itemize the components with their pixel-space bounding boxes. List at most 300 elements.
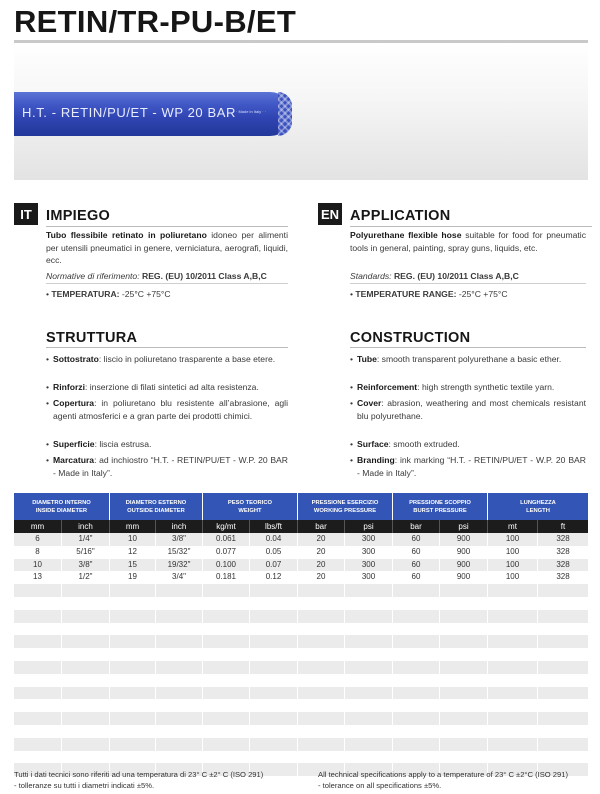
group-header-inside-diameter: DIAMETRO INTERNO INSIDE DIAMETER: [14, 493, 110, 520]
table-cell: [298, 712, 345, 725]
table-cell: [440, 699, 488, 712]
table-cell: 19/32": [156, 559, 203, 572]
table-row: [14, 597, 588, 610]
table-cell: [440, 635, 488, 648]
en-temperature: • TEMPERATURE RANGE: -25°C +75°C: [350, 289, 508, 299]
group-header-weight: PESO TEORICO WEIGHT: [203, 493, 298, 520]
en-item-label: Cover: [357, 398, 382, 408]
table-cell: [110, 751, 156, 764]
table-cell: [14, 687, 62, 700]
table-cell: [250, 712, 298, 725]
it-item-surface: • Superficie: liscia estrusa.: [46, 439, 152, 449]
table-cell: [298, 584, 345, 597]
unit-cell: mm: [110, 520, 156, 533]
table-cell: [440, 597, 488, 610]
en-standards-rule: [350, 283, 586, 284]
it-item-cover: • Copertura: in poliuretano blu resistente all’abrasione, agli agenti atmosferici e a gran parte dei prodotti chimici.: [46, 398, 288, 421]
table-cell: [440, 648, 488, 661]
table-cell: [298, 623, 345, 636]
table-cell: [393, 738, 440, 751]
table-row: [14, 584, 588, 597]
table-row: [14, 610, 588, 623]
table-cell: [110, 725, 156, 738]
table-cell: 15: [110, 559, 156, 572]
unit-cell: bar: [298, 520, 345, 533]
en-footnote-line: - tolerance on all specifications ±5%.: [318, 780, 442, 790]
table-cell: [298, 699, 345, 712]
table-cell: [156, 687, 203, 700]
table-cell: [393, 597, 440, 610]
table-cell: 10: [110, 533, 156, 546]
en-footnote-line: All technical specifications apply to a temperature of 23° C ±2°C (ISO 291): [318, 770, 568, 779]
table-cell: 328: [556, 546, 570, 556]
it-item-text: : liscia estrusa.: [94, 439, 152, 449]
product-photo: [14, 43, 588, 180]
it-footnote: [14, 770, 263, 791]
table-cell: 328: [556, 559, 570, 569]
table-cell: [440, 687, 488, 700]
language-badge-en: EN: [318, 203, 342, 225]
table-cell: [345, 751, 393, 764]
it-construction-rule: [46, 347, 288, 348]
table-cell: [156, 584, 203, 597]
table-cell: 13: [14, 571, 62, 584]
table-cell: [488, 738, 538, 751]
en-intro-text: suitable for food for pneumatic tools in general, painting, spray guns, liquids, etc.: [350, 230, 586, 253]
table-cell: [345, 610, 393, 623]
en-item-text: : ink marking “H.T. - RETIN/PU/ET - W.P. 20 BAR - Made in Italy”.: [357, 455, 586, 478]
table-cell: [62, 584, 110, 597]
unit-cell: psi: [440, 520, 488, 533]
table-cell: 10: [14, 559, 62, 572]
table-cell: [298, 597, 345, 610]
table-cell: [440, 751, 488, 764]
table-cell: [393, 661, 440, 674]
table-cell: [538, 699, 588, 712]
table-cell: [62, 738, 110, 751]
table-cell: [488, 584, 538, 597]
table-cell: [250, 699, 298, 712]
table-cell: [156, 648, 203, 661]
table-cell: 15/32": [156, 546, 203, 559]
table-cell: [298, 635, 345, 648]
table-unit-header: [14, 520, 588, 533]
en-standards: [350, 271, 519, 281]
table-cell: [110, 648, 156, 661]
table-row: [14, 546, 588, 559]
en-construction-heading: CONSTRUCTION: [350, 330, 471, 346]
en-item-label: Surface: [357, 439, 389, 449]
table-row: [14, 712, 588, 725]
table-cell: [203, 584, 250, 597]
table-cell: [488, 635, 538, 648]
table-cell: [393, 712, 440, 725]
table-row: [14, 738, 588, 751]
table-cell: [538, 687, 588, 700]
table-cell: [488, 674, 538, 687]
table-cell: [345, 623, 393, 636]
table-cell: [298, 610, 345, 623]
table-cell: 0.12: [250, 571, 298, 584]
table-cell: [156, 751, 203, 764]
table-cell: [14, 751, 62, 764]
table-cell: [250, 751, 298, 764]
table-cell: [488, 751, 538, 764]
table-cell: [538, 674, 588, 687]
table-cell: [203, 699, 250, 712]
unit-cell: kg/mt: [203, 520, 250, 533]
table-cell: [250, 661, 298, 674]
table-cell: [14, 661, 62, 674]
table-cell: [250, 610, 298, 623]
it-item-text: : in poliuretano blu resistente all’abrasione, agli agenti atmosferici e a gran parte dei prodotti chimici.: [53, 398, 288, 421]
table-cell: [440, 725, 488, 738]
table-cell: [393, 699, 440, 712]
it-item-label: Marcatura: [53, 455, 95, 465]
it-standards-rule: [46, 283, 288, 284]
unit-cell: ft: [560, 522, 566, 531]
it-intro: [46, 229, 288, 267]
it-item-label: Copertura: [53, 398, 95, 408]
table-row: [14, 559, 588, 572]
table-cell: [110, 584, 156, 597]
it-item-label: Sottostrato: [53, 354, 99, 364]
table-cell: [393, 623, 440, 636]
table-cell: [298, 648, 345, 661]
table-cell: [203, 597, 250, 610]
it-item-label: Rinforzi: [53, 382, 85, 392]
table-cell: [250, 738, 298, 751]
en-item-reinforcement: • Reinforcement: high strength synthetic textile yarn.: [350, 382, 555, 392]
table-cell: [14, 725, 62, 738]
en-intro: [350, 229, 586, 254]
table-cell: 1/2": [62, 571, 110, 584]
table-cell: [538, 751, 588, 764]
unit-cell: inch: [62, 520, 110, 533]
table-cell: [203, 648, 250, 661]
table-cell: [538, 648, 588, 661]
unit-cell: bar: [393, 520, 440, 533]
table-cell: [440, 584, 488, 597]
table-cell: 60: [393, 559, 440, 572]
table-cell: [62, 674, 110, 687]
unit-cell: inch: [156, 520, 203, 533]
table-cell: [538, 623, 588, 636]
table-cell: [393, 751, 440, 764]
table-cell: [203, 635, 250, 648]
table-row: [14, 623, 588, 636]
table-cell: [110, 597, 156, 610]
table-cell: [440, 738, 488, 751]
table-cell: 900: [440, 559, 488, 572]
table-cell: [345, 635, 393, 648]
table-row: [14, 648, 588, 661]
table-row: [14, 661, 588, 674]
en-item-text: : high strength synthetic textile yarn.: [417, 382, 555, 392]
table-cell: [14, 597, 62, 610]
table-cell: 900: [440, 546, 488, 559]
table-row: [14, 635, 588, 648]
table-cell: 20: [298, 571, 345, 584]
table-cell: [156, 661, 203, 674]
table-cell: 300: [345, 571, 393, 584]
table-cell: [14, 635, 62, 648]
table-cell: 20: [298, 559, 345, 572]
table-cell: [393, 584, 440, 597]
unit-cell: mm: [14, 520, 62, 533]
table-row: [14, 571, 588, 584]
table-cell: [538, 725, 588, 738]
en-construction-rule: [350, 347, 586, 348]
table-cell: [298, 725, 345, 738]
table-cell: [156, 712, 203, 725]
table-cell: [62, 635, 110, 648]
table-cell: [14, 674, 62, 687]
table-cell: [298, 751, 345, 764]
table-cell: 0.100: [203, 559, 250, 572]
table-cell: [250, 623, 298, 636]
table-cell: [488, 623, 538, 636]
table-cell: [345, 648, 393, 661]
table-cell: [203, 623, 250, 636]
table-cell: [110, 687, 156, 700]
unit-cell: mt: [488, 520, 538, 533]
table-cell: [203, 712, 250, 725]
table-cell: 900: [440, 533, 488, 546]
table-cell: 0.04: [250, 533, 298, 546]
en-footnote: [318, 770, 568, 791]
table-cell: [203, 751, 250, 764]
table-cell: [203, 738, 250, 751]
table-cell: [250, 687, 298, 700]
table-cell: [538, 610, 588, 623]
table-group-header: [14, 493, 588, 520]
table-cell: [538, 584, 588, 597]
table-cell: 3/4": [156, 571, 203, 584]
it-item-text: : inserzione di filati sintetici ad alta resistenza.: [84, 382, 259, 392]
table-cell: [345, 699, 393, 712]
table-cell: 60: [393, 546, 440, 559]
table-cell: [488, 687, 538, 700]
table-cell: 1/4": [62, 533, 110, 546]
table-cell: [156, 597, 203, 610]
it-intro-bold: Tubo flessibile retinato in poliuretano: [46, 230, 207, 240]
it-standards-value: REG. (EU) 10/2011 Class A,B,C: [139, 271, 267, 281]
table-cell: [14, 610, 62, 623]
it-item-text: : liscio in poliuretano trasparente a base etere.: [98, 354, 276, 364]
it-item-tube: • Sottostrato: liscio in poliuretano trasparente a base etere.: [46, 354, 276, 364]
table-cell: 8: [14, 546, 62, 559]
table-cell: [156, 610, 203, 623]
table-cell: [345, 597, 393, 610]
table-cell: [538, 597, 588, 610]
table-cell: 60: [393, 533, 440, 546]
table-cell: [110, 712, 156, 725]
en-item-label: Reinforcement: [357, 382, 418, 392]
table-cell: [345, 725, 393, 738]
table-body: [14, 533, 588, 776]
table-cell: [250, 648, 298, 661]
table-cell: 0.07: [250, 559, 298, 572]
table-cell: 12: [110, 546, 156, 559]
table-cell: 328: [556, 534, 570, 543]
language-badge-it: IT: [14, 203, 38, 225]
table-cell: 3/8": [62, 559, 110, 572]
table-cell: [488, 648, 538, 661]
en-item-cover: • Cover: abrasion, weathering and most chemicals resistant blu polyurethane.: [350, 398, 586, 421]
en-item-text: : smooth extruded.: [388, 439, 460, 449]
table-cell: [440, 674, 488, 687]
hose-print: H.T. - RETIN/PU/ET - WP 20 BAR: [22, 105, 236, 120]
table-cell: [250, 597, 298, 610]
it-item-reinforcement: • Rinforzi: inserzione di filati sintetici ad alta resistenza.: [46, 382, 259, 392]
table-cell: 19: [110, 571, 156, 584]
table-cell: [156, 635, 203, 648]
table-cell: 100: [488, 571, 538, 584]
en-item-label: Branding: [357, 455, 395, 465]
it-footnote-line: - tolleranze su tutti i diametri indicati ±5%.: [14, 780, 155, 790]
table-cell: [393, 635, 440, 648]
table-cell: [538, 635, 588, 648]
table-cell: [538, 712, 588, 725]
en-item-text: : smooth transparent polyurethane a basic ether.: [376, 354, 562, 364]
table-cell: [14, 648, 62, 661]
table-cell: [440, 623, 488, 636]
it-application-heading: IMPIEGO: [46, 208, 111, 224]
table-cell: [250, 635, 298, 648]
hose-small-print: · Made in Italy · ·: [236, 109, 267, 114]
table-cell: [393, 674, 440, 687]
table-cell: [110, 635, 156, 648]
table-cell: [345, 738, 393, 751]
table-cell: [62, 687, 110, 700]
en-item-label: Tube: [357, 354, 377, 364]
table-cell: 900: [440, 571, 488, 584]
table-cell: 3/8": [156, 533, 203, 546]
table-row: [14, 725, 588, 738]
table-cell: [203, 610, 250, 623]
it-temperature-label: TEMPERATURA:: [51, 289, 120, 299]
hose-image: [14, 92, 292, 136]
en-heading-rule: [350, 226, 592, 227]
table-cell: [110, 661, 156, 674]
table-cell: [345, 712, 393, 725]
en-standards-label: Standards:: [350, 271, 392, 281]
table-cell: [393, 610, 440, 623]
table-cell: [14, 738, 62, 751]
table-cell: [62, 699, 110, 712]
table-cell: [345, 661, 393, 674]
table-cell: [110, 610, 156, 623]
table-cell: [62, 661, 110, 674]
table-cell: [62, 610, 110, 623]
group-header-length: LUNGHEZZA LENGTH: [520, 499, 556, 514]
table-cell: [156, 674, 203, 687]
table-cell: [156, 623, 203, 636]
table-cell: [14, 584, 62, 597]
en-application-heading: APPLICATION: [350, 208, 451, 224]
it-footnote-line: Tutti i dati tecnici sono riferiti ad una temperatura di 23° C ±2° C (ISO 291): [14, 770, 264, 779]
table-row: [14, 751, 588, 764]
table-cell: [298, 661, 345, 674]
table-cell: [393, 687, 440, 700]
table-cell: [440, 661, 488, 674]
table-cell: [110, 699, 156, 712]
it-standards: [46, 271, 267, 281]
table-cell: 0.05: [250, 546, 298, 559]
en-temperature-value: -25°C +75°C: [456, 289, 508, 299]
table-cell: [250, 584, 298, 597]
spec-table: [14, 493, 588, 776]
table-cell: 100: [488, 533, 538, 546]
group-header-burst-pressure: PRESSIONE SCOPPIO BURST PRESSURE: [393, 493, 488, 520]
en-item-branding: • Branding: ink marking “H.T. - RETIN/PU/ET - W.P. 20 BAR - Made in Italy”.: [350, 455, 586, 478]
table-cell: [345, 584, 393, 597]
table-cell: [488, 699, 538, 712]
table-cell: 20: [298, 546, 345, 559]
table-cell: [62, 725, 110, 738]
it-temperature-value: -25°C +75°C: [119, 289, 171, 299]
table-cell: [250, 725, 298, 738]
table-row: [14, 674, 588, 687]
table-cell: [62, 712, 110, 725]
table-cell: [488, 712, 538, 725]
table-cell: [62, 751, 110, 764]
table-cell: [110, 674, 156, 687]
table-cell: [203, 725, 250, 738]
table-cell: 5/16": [62, 546, 110, 559]
table-cell: [14, 699, 62, 712]
table-cell: 300: [345, 559, 393, 572]
table-cell: [488, 725, 538, 738]
table-row: [14, 687, 588, 700]
table-cell: [538, 661, 588, 674]
table-cell: 0.181: [203, 571, 250, 584]
table-cell: [14, 623, 62, 636]
table-cell: [62, 597, 110, 610]
it-item-text: : ad inchiostro “H.T. - RETIN/PU/ET - W.P. 20 BAR - Made in Italy”.: [53, 455, 288, 478]
table-cell: [110, 623, 156, 636]
table-cell: [440, 712, 488, 725]
table-cell: 6: [14, 533, 62, 546]
table-cell: [345, 674, 393, 687]
table-cell: [62, 648, 110, 661]
table-cell: [298, 674, 345, 687]
table-cell: 328: [556, 572, 570, 582]
it-item-label: Superficie: [53, 439, 95, 449]
table-cell: 300: [345, 546, 393, 559]
table-cell: 60: [393, 571, 440, 584]
group-header-working-pressure: PRESSIONE ESERCIZIO WORKING PRESSURE: [298, 493, 393, 520]
table-cell: [156, 725, 203, 738]
table-cell: [110, 738, 156, 751]
table-cell: [203, 661, 250, 674]
table-cell: [14, 712, 62, 725]
it-heading-rule: [46, 226, 288, 227]
en-standards-value: REG. (EU) 10/2011 Class A,B,C: [391, 271, 519, 281]
en-item-surface: • Surface: smooth extruded.: [350, 439, 460, 449]
it-standards-label: Normative di riferimento:: [46, 271, 140, 281]
table-cell: [393, 648, 440, 661]
it-temperature: • TEMPERATURA: -25°C +75°C: [46, 289, 171, 299]
table-row: [14, 699, 588, 712]
it-intro-text: idoneo per alimenti per utensili pneumatici in genere, verniciatura, aerografi, liquidi, ecc.: [46, 230, 288, 265]
table-cell: [393, 725, 440, 738]
table-cell: 0.061: [203, 533, 250, 546]
table-cell: [156, 738, 203, 751]
table-cell: 300: [345, 533, 393, 546]
table-cell: 100: [488, 546, 538, 559]
